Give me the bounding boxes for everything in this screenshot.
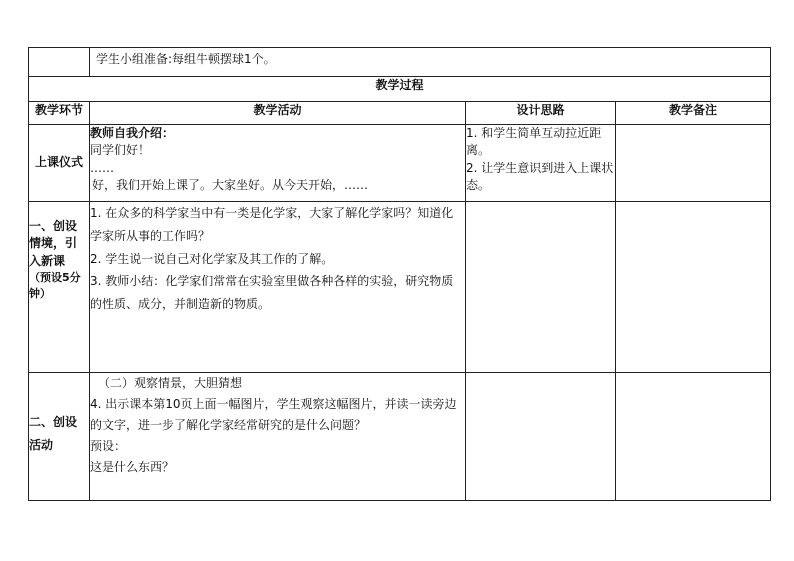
lesson-plan-table bbox=[28, 47, 771, 501]
activity-cell bbox=[90, 373, 466, 501]
header-row bbox=[29, 102, 771, 125]
activity-line: （二）观察情景，大胆猜想 bbox=[98, 376, 243, 390]
activity-line: 好，我们开始上课了。大家坐好。从今天开始，…… bbox=[92, 178, 369, 193]
notes-cell bbox=[616, 373, 771, 501]
activity-line: 1. 在众多的科学家当中有一类是化学家，大家了解化学家吗？知道化学家所从事的工作吗？ bbox=[90, 206, 454, 243]
header-notes: 教学备注 bbox=[616, 102, 771, 125]
table-row bbox=[29, 373, 771, 501]
notes-cell bbox=[616, 125, 771, 202]
activity-title: 教师自我介绍： bbox=[90, 126, 175, 140]
header-stage: 教学环节 bbox=[29, 102, 90, 125]
stage-label: 上课仪式 bbox=[34, 155, 83, 170]
stage-label: 活动 bbox=[29, 437, 54, 452]
table-row bbox=[29, 125, 771, 202]
activity-line: 这是什么东西？ bbox=[90, 460, 175, 474]
activity-cell bbox=[90, 202, 466, 373]
design-line: 2. 让学生意识到进入上课状态。 bbox=[466, 160, 614, 193]
stage-cell bbox=[29, 202, 90, 373]
stage-label: 入新课 bbox=[29, 253, 66, 268]
stage-label: （预设5分 bbox=[29, 271, 81, 285]
stage-label: 钟） bbox=[29, 287, 51, 301]
design-cell bbox=[466, 373, 616, 501]
activity-line: 2. 学生说一说自己对化学家及其工作的了解。 bbox=[90, 251, 334, 266]
stage-label: 情境，引 bbox=[29, 236, 78, 251]
activity-line: 同学们好！ bbox=[90, 143, 151, 158]
table-row bbox=[29, 202, 771, 373]
activity-line: …… bbox=[90, 160, 114, 175]
activity-cell bbox=[90, 125, 466, 202]
section-title-row bbox=[29, 77, 771, 102]
notes-cell bbox=[616, 202, 771, 373]
stage-cell bbox=[29, 373, 90, 501]
header-design: 设计思路 bbox=[466, 102, 616, 125]
activity-line: 预设： bbox=[90, 439, 127, 453]
stage-label: 一、创设 bbox=[29, 219, 78, 233]
design-line: 1. 和学生简单互动拉近距离。 bbox=[466, 126, 602, 158]
activity-line: 3. 教师小结：化学家们常常在实验室里做各种各样的实验，研究物质的性质、成分，并制造新的物质。 bbox=[90, 274, 454, 312]
stage-cell bbox=[29, 125, 90, 202]
header-activity: 教学活动 bbox=[90, 102, 466, 125]
activity-line: 4. 出示课本第10页上面一幅图片，学生观察这幅图片，并读一读旁边的文字，进一步了解化学家经常研究的是什么问题？ bbox=[90, 397, 457, 432]
stage-label: 二、创设 bbox=[29, 415, 78, 429]
design-cell bbox=[466, 125, 616, 202]
prep-row bbox=[29, 48, 771, 77]
prep-empty-cell bbox=[29, 48, 90, 77]
section-title: 教学过程 bbox=[29, 77, 771, 102]
prep-text: 学生小组准备:每组牛顿摆球1个。 bbox=[90, 48, 771, 77]
design-cell bbox=[466, 202, 616, 373]
